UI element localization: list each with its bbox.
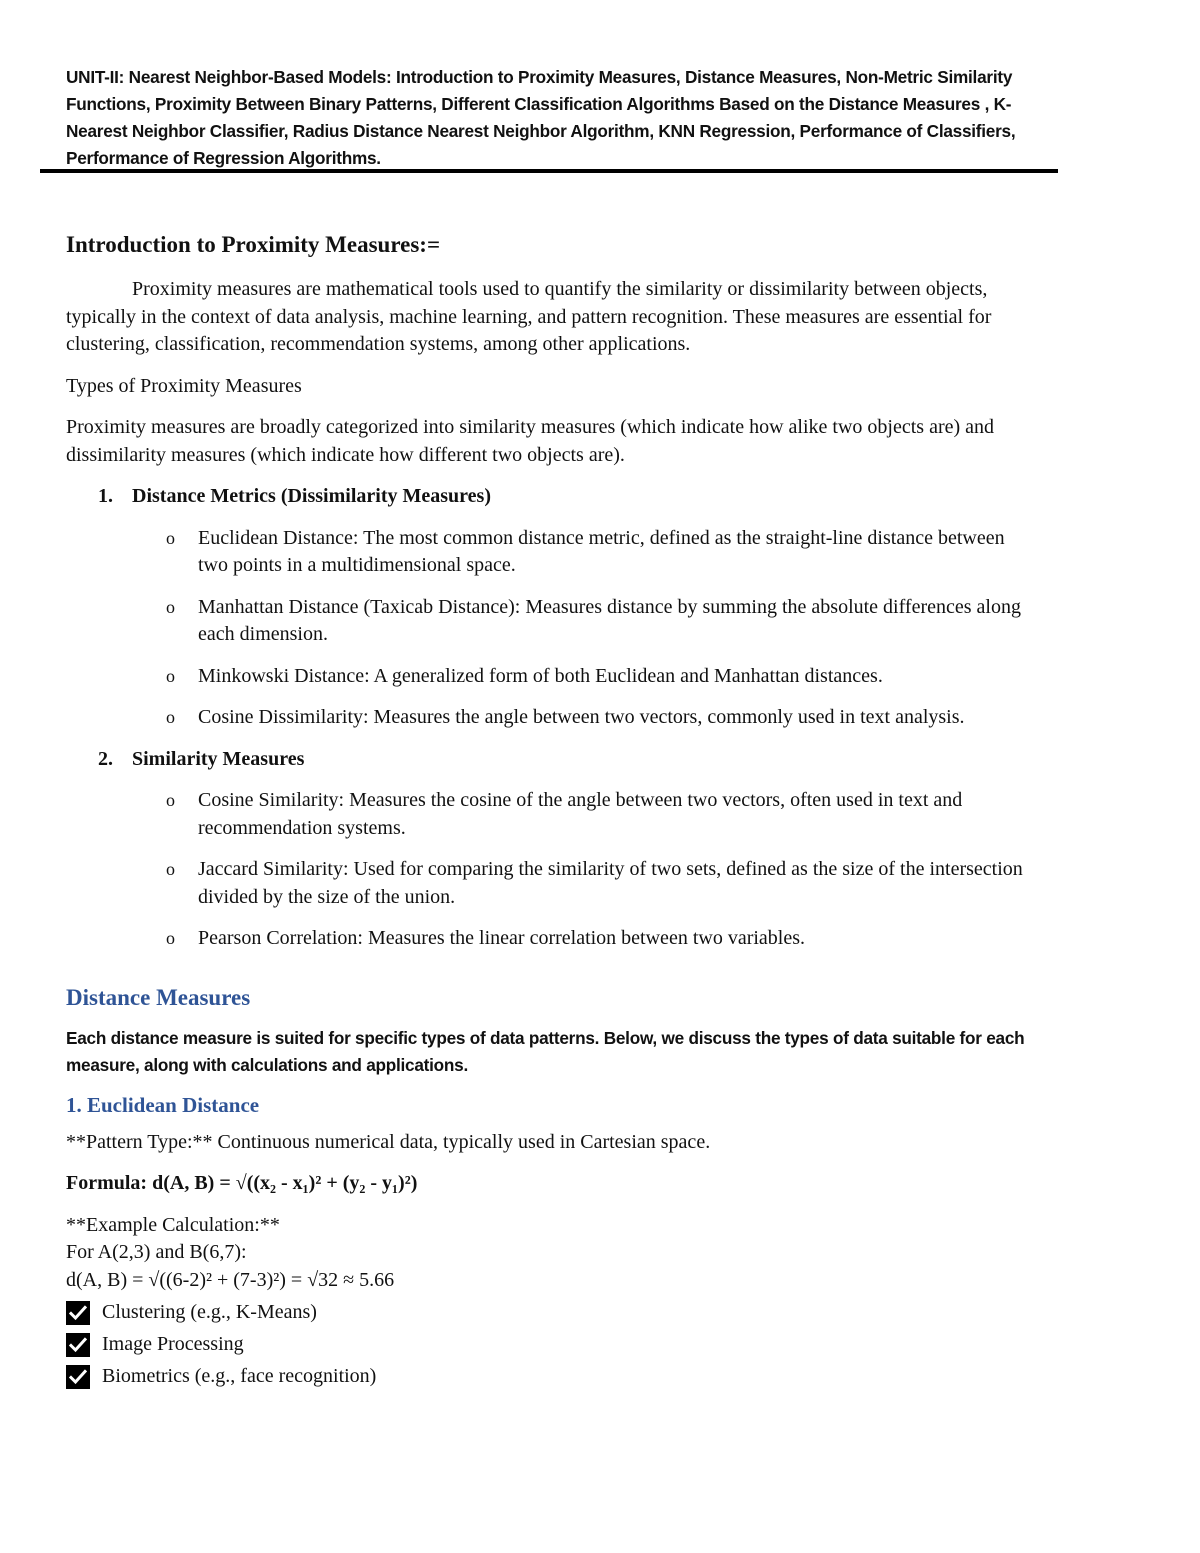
intro-paragraph: Proximity measures are mathematical tools used to quantify the similarity or dissimilarity between objects, typically in the context of data analysis, machine learning, and pattern recognition. These measures are essential for clustering, classification, recommendation systems, among other applications. — [66, 278, 992, 355]
sub-item-text: Pearson Correlation: Measures the linear correlation between two variables. — [198, 927, 806, 949]
sub-list-item — [166, 704, 1026, 732]
bullet-icon: o — [166, 596, 175, 617]
similarity-measures-sublist — [132, 787, 1026, 953]
sub-list-item — [166, 787, 1026, 842]
example-label: **Example Calculation:** — [66, 1213, 280, 1236]
bullet-icon: o — [166, 707, 175, 727]
checkmark-icon — [66, 1301, 90, 1325]
bullet-icon: o — [166, 527, 175, 548]
bullet-icon: o — [166, 665, 175, 686]
distance-lead: Each distance measure is suited for specific types of data patterns. Below, we discuss the types of data suitable for each measure, along with calculations and applications. — [66, 1027, 1025, 1075]
sub-item-text: Cosine Dissimilarity: Measures the angle between two vectors, commonly used in text analysis. — [198, 706, 965, 728]
list-item-similarity-measures — [98, 746, 1026, 953]
sub-list-item — [166, 594, 1026, 649]
types-label: Types of Proximity Measures — [66, 374, 302, 397]
intro-heading: Introduction to Proximity Measures:= — [66, 232, 441, 257]
euclidean-heading: 1. Euclidean Distance — [66, 1092, 260, 1117]
sub-list-item — [166, 925, 1026, 953]
sub-list-item — [166, 525, 1026, 580]
sub-list-item — [166, 663, 1026, 691]
sub-list-item — [166, 856, 1026, 911]
list-number: 1. — [98, 485, 113, 507]
sub-item-text: Cosine Similarity: Measures the cosine of the angle between two vectors, often used in text and recommendation systems. — [198, 789, 963, 839]
checkmark-icon — [66, 1333, 90, 1357]
types-paragraph: Proximity measures are broadly categorized into similarity measures (which indicate how alike two objects are) and dissimilarity measures (which indicate how different two objects are). — [66, 416, 995, 466]
application-item — [66, 1330, 1026, 1359]
distance-measures-heading: Distance Measures — [66, 984, 251, 1010]
bullet-icon: o — [166, 790, 175, 810]
list-title: Similarity Measures — [132, 747, 305, 770]
application-item — [66, 1298, 1026, 1327]
bullet-icon: o — [166, 928, 175, 948]
unit-header-text: UNIT-II: Nearest Neighbor-Based Models: Introduction to Proximity Measures, Distance Measures, Non-Metric Similarity Functions, Proximity Between Binary Patterns, Different Classification Algorithms Based on the Distance Measures , K-Nearest Neighbor Classifier, Radius Distance Nearest Neighbor Algorithm, KNN Regression, Performance of Classifiers, Performance of Regression Algorithms. — [66, 67, 1016, 168]
application-text: Clustering (e.g., K-Means) — [102, 1300, 317, 1323]
header-divider — [40, 169, 1058, 173]
sub-item-text: Minkowski Distance: A generalized form of both Euclidean and Manhattan distances. — [198, 664, 883, 687]
sub-item-text: Euclidean Distance: The most common distance metric, defined as the straight-line distance between two points in a multidimensional space. — [198, 526, 1005, 576]
euclidean-formula: Formula: d(A, B) = √((x₂ - x₁)² + (y₂ - y₁)²) — [66, 1172, 418, 1194]
sub-item-text: Manhattan Distance (Taxicab Distance): Measures distance by summing the absolute differences along each dimension. — [198, 595, 1021, 645]
list-title: Distance Metrics (Dissimilarity Measures) — [132, 485, 491, 507]
list-number: 2. — [98, 747, 113, 770]
checkmark-icon — [66, 1365, 90, 1389]
example-points: For A(2,3) and B(6,7): — [66, 1241, 247, 1263]
sub-item-text: Jaccard Similarity: Used for comparing the similarity of two sets, defined as the size of the intersection divided by the size of the union. — [198, 858, 1023, 908]
list-item-distance-metrics — [98, 483, 1026, 732]
application-text: Biometrics (e.g., face recognition) — [102, 1364, 377, 1387]
application-text: Image Processing — [102, 1332, 244, 1355]
content-body — [66, 228, 1026, 1394]
example-result: d(A, B) = √((6-2)² + (7-3)²) = √32 ≈ 5.66 — [66, 1268, 395, 1291]
proximity-types-list — [66, 483, 1026, 953]
distance-metrics-sublist — [132, 525, 1026, 732]
application-item — [66, 1362, 1026, 1391]
pattern-type: **Pattern Type:** Continuous numerical data, typically used in Cartesian space. — [66, 1130, 711, 1153]
bullet-icon: o — [166, 859, 175, 879]
